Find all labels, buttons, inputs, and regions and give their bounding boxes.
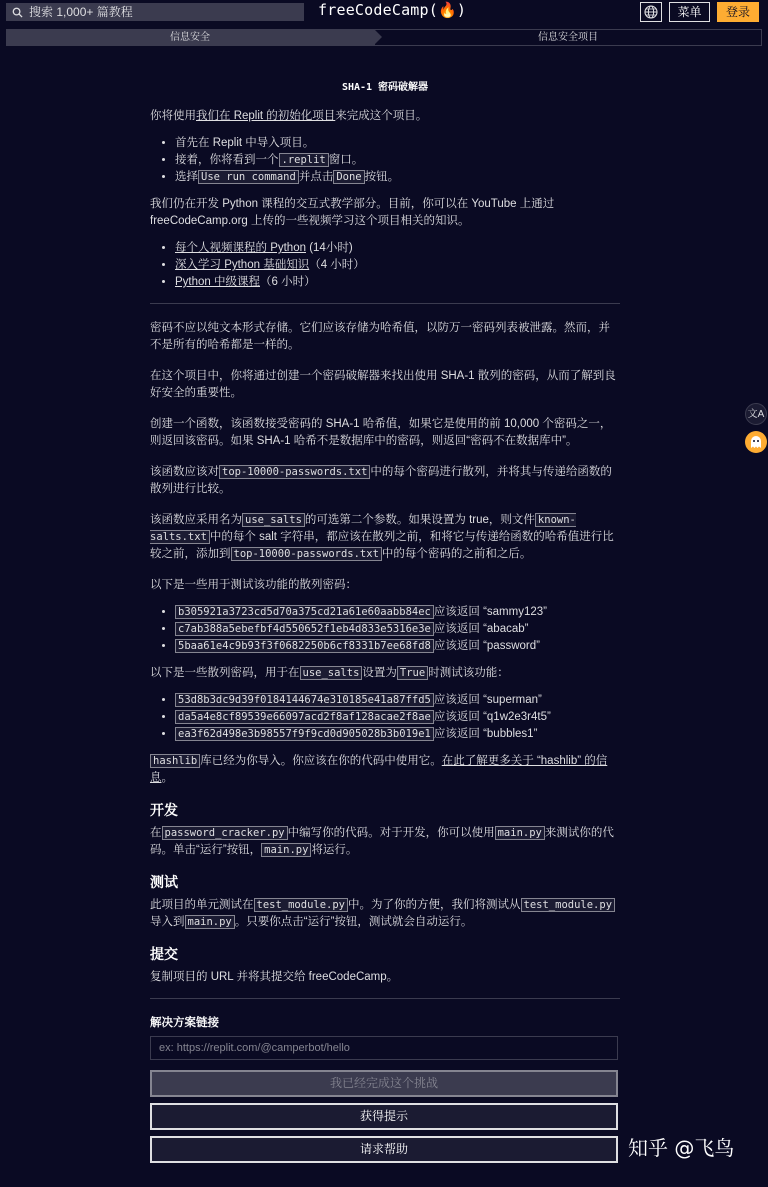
search-input[interactable] — [29, 5, 289, 19]
list-item: • 首先在 Replit 中导入项目。 — [175, 135, 620, 152]
breadcrumb-item-infosec-projects[interactable]: 信息安全项目 — [374, 29, 762, 46]
course-link[interactable]: 每个人视频课程的 Python — [175, 242, 306, 254]
salt-hash-list — [175, 692, 620, 743]
description-paragraph: 密码不应以纯文本形式存储。它们应该存储为哈希值，以防万一密码列表被泄露。然而，并不是所有的哈希都是一样的。 — [150, 322, 610, 351]
challenge-content — [150, 80, 620, 1163]
dev-note: 我们仍在开发 Python 课程的交互式教学部分。目前，你可以在 YouTube 上通过 freeCodeCamp.org 上传的一些视频学习这个项目相关的知识。 — [150, 198, 555, 227]
page-title: SHA-1 密码破解器 — [341, 82, 429, 93]
solution-link-input[interactable] — [150, 1036, 618, 1060]
description-paragraph: 该函数应采用名为 use_salts 的可选第二个参数。如果设置为 true，则文件 known-salts.txt 中的每个 salt 字符串，都应该在散列之前，和将它与传递给函数的哈希值进行比较之前，添加到 top-10000-passwords.txt 中的每个密码的之前和之后。 — [150, 514, 614, 560]
submit-paragraph: 复制项目的 URL 并将其提交给 freeCodeCamp。 — [150, 971, 399, 983]
course-list — [175, 240, 620, 291]
top-nav — [0, 0, 768, 24]
course-link[interactable]: Python 中级课程 — [175, 276, 260, 288]
divider — [150, 303, 620, 304]
list-item: • 每个人视频课程的 Python (14小时) — [175, 240, 620, 257]
ghost-icon — [749, 435, 763, 449]
globe-icon — [644, 5, 658, 19]
list-item: • 深入学习 Python 基础知识（4 小时） — [175, 257, 620, 274]
translate-button[interactable] — [745, 403, 767, 425]
list-item: • ea3f62d498e3b98557f9f9cd0d905028b3b019e1 应该返回 “bubbles1” — [175, 726, 620, 743]
description-paragraph: 创建一个函数，该函数接受密码的 SHA-1 哈希值，如果它是使用的前 10,000 个密码之一，则返回该密码。如果 SHA-1 哈希不是数据库中的密码，则返回“密码不在数据库中”。 — [150, 418, 612, 447]
list-item: • c7ab388a5ebefbf4d550652f1eb4d833e5316e3e 应该返回 “abacab” — [175, 621, 620, 638]
description-paragraph: 在这个项目中，你将通过创建一个密码破解器来找出使用 SHA-1 散列的密码，从而了解到良好安全的重要性。 — [150, 370, 616, 399]
watermark: 知乎 @飞鸟 — [628, 1136, 735, 1160]
intro-paragraph: 你将使用我们在 Replit 的初始化项目来完成这个项目。 — [150, 110, 428, 122]
list-item: • da5a4e8cf89539e66097acd2f8af128acae2f8ae 应该返回 “q1w2e3r4t5” — [175, 709, 620, 726]
test-heading: 测试 — [150, 874, 178, 890]
list-item: • 选择 Use run command 并点击 Done 按钮。 — [175, 169, 620, 186]
test-paragraph: 此项目的单元测试在 test_module.py 中。为了你的方便，我们将测试从 test_module.py导入到 main.py 。只要你点击“运行”按钮，测试就会自动运行。 — [150, 897, 620, 931]
list-item: • 接着，你将看到一个 .replit 窗口。 — [175, 152, 620, 169]
breadcrumb — [6, 29, 762, 46]
salt-tests-intro: 以下是一些散列密码，用于在 use_salts 设置为 True 时测试该功能： — [150, 667, 509, 679]
site-logo[interactable]: freeCodeCamp(🔥) — [318, 1, 467, 19]
test-hash-list — [175, 604, 620, 655]
divider — [150, 998, 620, 999]
get-hint-button[interactable]: 获得提示 — [150, 1103, 618, 1130]
breadcrumb-item-infosec[interactable]: 信息安全 — [6, 29, 374, 46]
setup-steps — [175, 135, 620, 186]
hashlib-docs-link[interactable]: 在此了解更多关于 “hashlib” 的信息 — [150, 755, 608, 784]
list-item: • b305921a3723cd5d70a375cd21a61e60aabb84ec 应该返回 “sammy123” — [175, 604, 620, 621]
dev-paragraph: 在 password_cracker.py 中编写你的代码。对于开发，你可以使用 main.py 来测试你的代码。单击“运行”按钮， main.py 将运行。 — [150, 827, 614, 856]
menu-button[interactable]: 菜单 — [669, 2, 710, 22]
list-item: • 53d8b3dc9d39f0184144674e310185e41a87ffd5 应该返回 “superman” — [175, 692, 620, 709]
language-button[interactable] — [640, 2, 662, 22]
assistant-button[interactable] — [745, 431, 767, 453]
login-button[interactable]: 登录 — [717, 2, 759, 22]
hashlib-paragraph: hashlib 库已经为你导入。你应该在你的代码中使用它。在此了解更多关于 “hashlib” 的信息。 — [150, 755, 608, 784]
list-item: • Python 中级课程（6 小时） — [175, 274, 620, 291]
complete-challenge-button[interactable]: 我已经完成这个挑战 — [150, 1070, 618, 1097]
search-icon — [12, 7, 23, 18]
submit-heading: 提交 — [150, 946, 178, 962]
list-item: • 5baa61e4c9b93f3f0682250b6cf8331b7ee68fd8 应该返回 “password” — [175, 638, 620, 655]
description-paragraph: 该函数应该对 top-10000-passwords.txt 中的每个密码进行散列，并将其与传递给函数的散列进行比较。 — [150, 466, 612, 495]
translate-icon: 文A — [747, 408, 765, 420]
tests-intro: 以下是一些用于测试该功能的散列密码： — [150, 579, 357, 591]
ask-for-help-button[interactable]: 请求帮助 — [150, 1136, 618, 1163]
search-box[interactable] — [6, 3, 304, 21]
replit-starter-link[interactable]: 我们在 Replit 的初始化项目 — [196, 110, 336, 122]
course-link[interactable]: 深入学习 Python 基础知识 — [175, 259, 310, 271]
solution-link-label: 解决方案链接 — [150, 1017, 219, 1029]
dev-heading: 开发 — [150, 802, 178, 818]
